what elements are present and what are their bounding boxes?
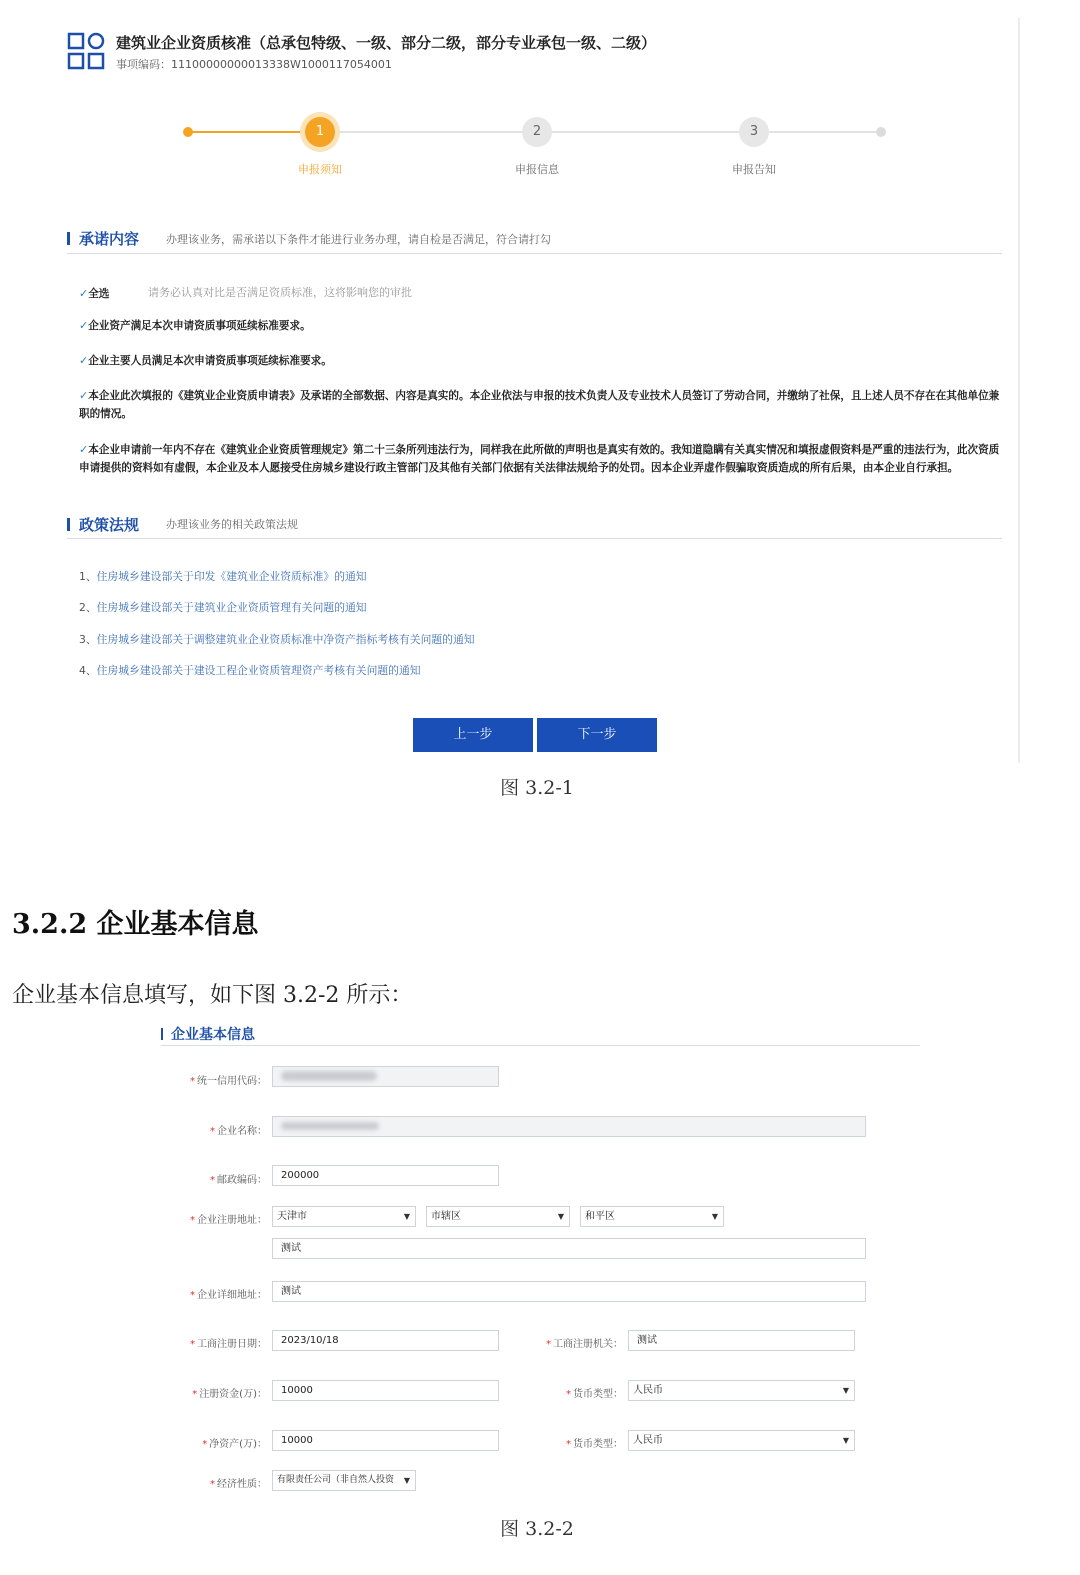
checkmark-icon: ✓: [79, 287, 89, 300]
promise-note: 办理该业务，需承诺以下条件才能进行业务办理，请自检是否满足，符合请打勾: [166, 233, 551, 246]
step-2-label: 申报信息: [515, 163, 559, 176]
currency-1-select[interactable]: [628, 1380, 855, 1401]
company-name-label-text: 企业名称：: [217, 1126, 267, 1137]
step-1-circle[interactable]: 1: [305, 117, 335, 147]
reg-address-detail-input[interactable]: 测试: [272, 1238, 866, 1259]
promise-item-3[interactable]: [79, 387, 1004, 423]
policy-link-text[interactable]: 住房城乡建设部关于建设工程企业资质管理资产考核有关问题的通知: [96, 664, 421, 677]
dropdown-arrow-icon: ▼: [557, 1212, 564, 1221]
item-code: [116, 56, 392, 72]
company-name-input[interactable]: [272, 1116, 866, 1137]
prev-step-button[interactable]: 上一步: [413, 718, 533, 752]
reg-address-label: * 企业注册地址：: [190, 1215, 267, 1226]
econ-nature-label: * 经济性质：: [210, 1479, 267, 1490]
policy-note: 办理该业务的相关政策法规: [166, 518, 298, 531]
policy-num: 1、: [79, 570, 97, 583]
dropdown-arrow-icon: ▼: [842, 1386, 849, 1395]
dropdown-arrow-icon: ▼: [842, 1436, 849, 1445]
promise-item-2[interactable]: [79, 352, 332, 370]
policy-link-2[interactable]: [79, 600, 367, 615]
district-value: 和平区: [585, 1211, 615, 1222]
select-all-label: 全选: [88, 288, 110, 300]
figure-2-caption: 图 3.2-2: [500, 1518, 574, 1540]
next-step-button[interactable]: 下一步: [537, 718, 657, 752]
stepper-start-dot: [183, 127, 193, 137]
detail-address-label: * 企业详细地址：: [190, 1290, 267, 1301]
policy-heading: 政策法规: [67, 514, 139, 535]
stepper-end-dot: [876, 127, 886, 137]
step-2-circle[interactable]: 2: [522, 117, 552, 147]
item-code-label: 事项编码：: [116, 58, 171, 71]
figure-border-line: [1018, 18, 1020, 763]
dropdown-arrow-icon: ▼: [402, 1471, 410, 1490]
currency-2-select[interactable]: [628, 1430, 855, 1451]
econ-nature-value: 有限责任公司（非自然人投资: [277, 1475, 395, 1485]
stepper-line-done: [188, 131, 320, 133]
reg-authority-input[interactable]: 测试: [628, 1330, 855, 1351]
policy-num: 2、: [79, 601, 97, 614]
reg-capital-label-text: 注册资金(万)：: [199, 1389, 267, 1400]
city-select[interactable]: [426, 1206, 570, 1227]
select-all-hint: 请务必认真对比是否满足资质标准，这将影响您的审批: [148, 286, 412, 299]
postcode-label-text: 邮政编码：: [217, 1175, 267, 1186]
item-code-value: 11100000000013338W1000117054001: [171, 58, 392, 71]
net-assets-input[interactable]: 10000: [272, 1430, 499, 1451]
promise-heading: 承诺内容: [67, 228, 139, 249]
postcode-input[interactable]: 200000: [272, 1165, 499, 1186]
stepper-line-todo: [320, 131, 881, 133]
policy-link-1[interactable]: [79, 569, 367, 584]
policy-divider: [67, 538, 1002, 539]
net-assets-label: * 净资产(万)：: [202, 1439, 267, 1450]
policy-num: 3、: [79, 633, 97, 646]
reg-date-input[interactable]: 2023/10/18: [272, 1330, 499, 1351]
policy-link-4[interactable]: [79, 663, 421, 678]
currency-1-label-text: 货币类型：: [573, 1389, 623, 1400]
select-all-checkbox[interactable]: [79, 282, 109, 303]
reg-authority-label-text: 工商注册机关：: [553, 1339, 623, 1350]
redacted-value: [281, 1071, 377, 1081]
credit-code-input[interactable]: [272, 1066, 499, 1087]
credit-code-label: * 统一信用代码：: [190, 1076, 267, 1087]
step-3-circle[interactable]: 3: [739, 117, 769, 147]
policy-link-text[interactable]: 住房城乡建设部关于调整建筑业企业资质标准中净资产指标考核有关问题的通知: [96, 633, 475, 646]
reg-date-label: * 工商注册日期：: [190, 1339, 267, 1350]
postcode-label: * 邮政编码：: [210, 1175, 267, 1186]
net-assets-label-text: 净资产(万)：: [209, 1439, 267, 1450]
econ-nature-select[interactable]: [272, 1470, 416, 1491]
reg-authority-label: * 工商注册机关：: [546, 1339, 623, 1350]
policy-link-text[interactable]: 住房城乡建设部关于印发《建筑业企业资质标准》的通知: [96, 570, 367, 583]
currency-2-label-text: 货币类型：: [573, 1439, 623, 1450]
dropdown-arrow-icon: ▼: [711, 1212, 718, 1221]
policy-link-3[interactable]: [79, 632, 475, 647]
econ-nature-label-text: 经济性质：: [217, 1479, 267, 1490]
promise-item-3-text: 本企业此次填报的《建筑业企业资质申请表》及承诺的全部数据、内容是真实的。本企业依法与申报的技术负责人及专业技术人员签订了劳动合同，并缴纳了社保，且上述人员不存在在其他单位兼职的情况。: [79, 390, 1000, 420]
policy-link-text[interactable]: 住房城乡建设部关于建筑业企业资质管理有关问题的通知: [96, 601, 367, 614]
currency-2-label: * 货币类型：: [566, 1439, 623, 1450]
promise-item-4-text: 本企业申请前一年内不存在《建筑业企业资质管理规定》第二十三条所列违法行为，同样我在此所做的声明也是真实有效的。我知道隐瞒有关真实情况和填报虚假资料是严重的违法行为，此次资质申请提供的资料如有虚假，本企业及本人愿接受住房城乡建设行政主管部门及其他有关部门依据有关法律法规给予的处罚。因本企业弄虚作假骗取资质造成的所有后果，由本企业自行承担。: [79, 444, 1000, 474]
checkmark-icon: ✓: [79, 319, 89, 332]
step-1-label: 申报须知: [298, 163, 342, 176]
promise-divider: [67, 253, 1002, 254]
page-title: 建筑业企业资质核准（总承包特级、一级、部分二级，部分专业承包一级、二级）: [116, 34, 657, 52]
checkmark-icon: ✓: [79, 443, 89, 456]
checkmark-icon: ✓: [79, 354, 89, 367]
reg-address-label-text: 企业注册地址：: [197, 1215, 267, 1226]
reg-capital-input[interactable]: 10000: [272, 1380, 499, 1401]
dropdown-arrow-icon: ▼: [403, 1212, 410, 1221]
basic-info-heading: 企业基本信息: [161, 1024, 255, 1044]
promise-item-4[interactable]: [79, 441, 1004, 477]
credit-code-label-text: 统一信用代码：: [197, 1076, 267, 1087]
reg-capital-label: * 注册资金(万)：: [192, 1389, 267, 1400]
currency-1-label: * 货币类型：: [566, 1389, 623, 1400]
section-heading: 3.2.2 企业基本信息: [12, 909, 259, 940]
company-name-label: * 企业名称：: [210, 1126, 267, 1137]
redacted-value: [281, 1122, 379, 1130]
grid-logo-icon: [67, 32, 105, 70]
province-select[interactable]: [272, 1206, 416, 1227]
promise-item-1[interactable]: [79, 317, 311, 335]
province-value: 天津市: [277, 1211, 307, 1222]
checkmark-icon: ✓: [79, 389, 89, 402]
basic-info-divider: [161, 1045, 920, 1046]
figure-1-caption: 图 3.2-1: [500, 777, 574, 799]
detail-address-label-text: 企业详细地址：: [197, 1290, 267, 1301]
promise-item-1-text: 企业资产满足本次申请资质事项延续标准要求。: [88, 320, 311, 332]
district-select[interactable]: [580, 1206, 724, 1227]
policy-num: 4、: [79, 664, 97, 677]
promise-item-2-text: 企业主要人员满足本次申请资质事项延续标准要求。: [88, 355, 332, 367]
city-value: 市辖区: [431, 1211, 461, 1222]
currency-1-value: 人民币: [633, 1385, 663, 1396]
detail-address-input[interactable]: 测试: [272, 1281, 866, 1302]
currency-2-value: 人民币: [633, 1435, 663, 1446]
section-paragraph: 企业基本信息填写，如下图 3.2-2 所示：: [12, 983, 413, 1008]
reg-date-label-text: 工商注册日期：: [197, 1339, 267, 1350]
step-3-label: 申报告知: [732, 163, 776, 176]
